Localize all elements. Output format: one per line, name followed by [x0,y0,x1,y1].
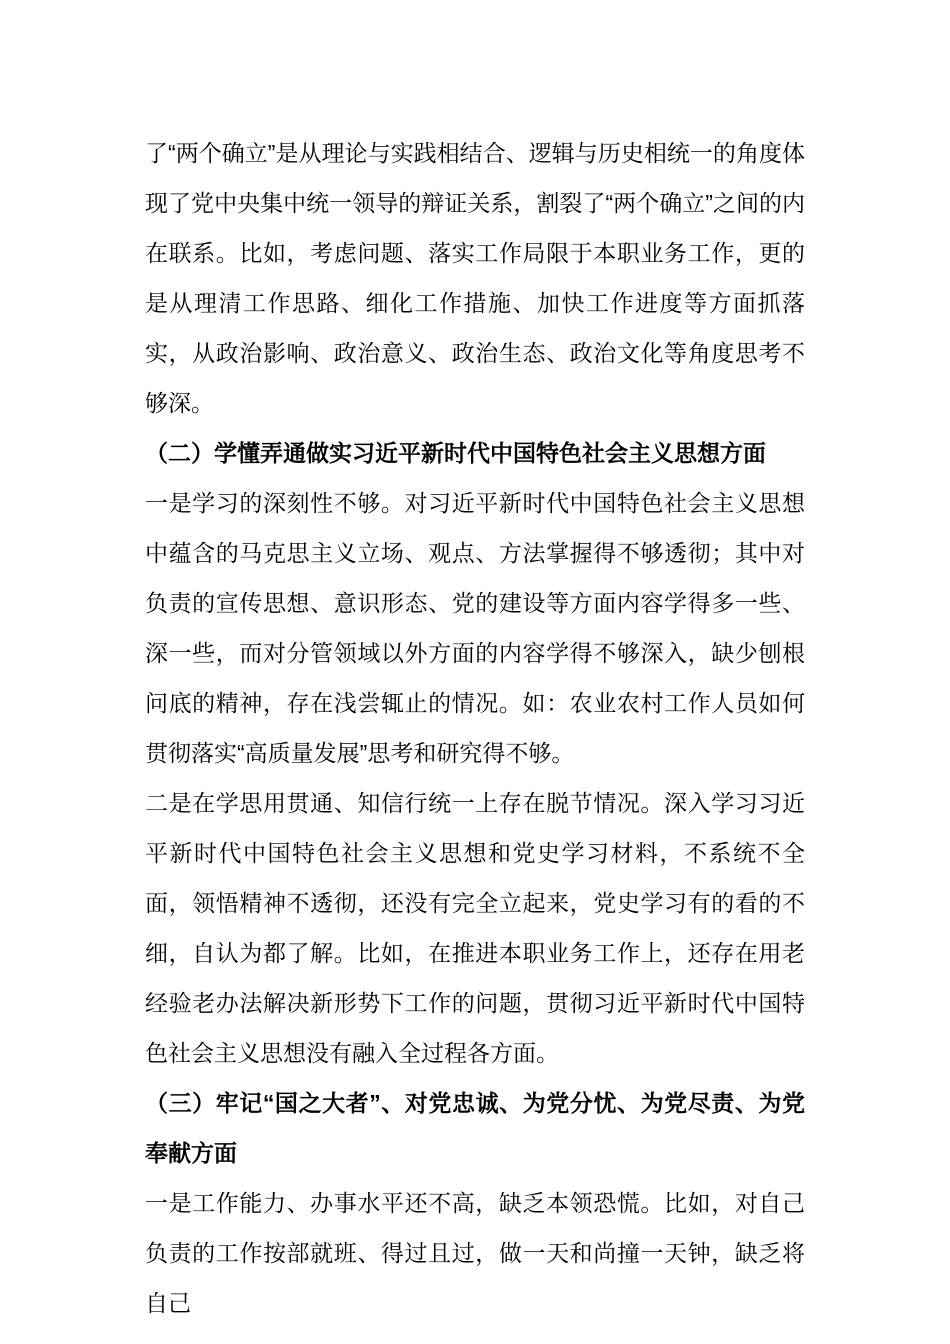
paragraph: 了“两个确立”是从理论与实践相结合、逻辑与历史相统一的角度体现了党中央集中统一领导的辩证关系，割裂了“两个确立”之间的内在联系。比如，考虑问题、落实工作局限于本职业务工作，更的是从理清工作思路、细化工作措施、加快工作进度等方面抓落实，从政治影响、政治意义、政治生态、政治文化等角度思考不够深。 [145,140,805,416]
paragraph: 二是在学思用贯通、知信行统一上存在脱节情况。深入学习习近平新时代中国特色社会主义思想和党史学习材料，不系统不全面，领悟精神不透彻，还没有完全立起来，党史学习有的看的不细，自认为都了解。比如，在推进本职业务工作上，还存在用老经验老办法解决新形势下工作的问题，贯彻习近平新时代中国特色社会主义思想没有融入全过程各方面。 [145,790,805,1066]
section-heading: （三）牢记“国之大者”、对党忠诚、为党分忧、为党尽责、为党奉献方面 [145,1090,805,1166]
document-content [145,128,805,1328]
paragraph: 一是学习的深刻性不够。对习近平新时代中国特色社会主义思想中蕴含的马克思主义立场、观点、方法掌握得不够透彻；其中对负责的宣传思想、意识形态、党的建设等方面内容学得多一些、深一些，而对分管领域以外方面的内容学得不够深入，缺少刨根问底的精神，存在浅尝辄止的情况。如：农业农村工作人员如何贯彻落实“高质量发展”思考和研究得不够。 [145,490,805,766]
section-heading: （二）学懂弄通做实习近平新时代中国特色社会主义思想方面 [145,440,766,466]
paragraph: 一是工作能力、办事水平还不高，缺乏本领恐慌。比如，对自己负责的工作按部就班、得过且过，做一天和尚撞一天钟，缺乏将自己 [145,1190,805,1316]
